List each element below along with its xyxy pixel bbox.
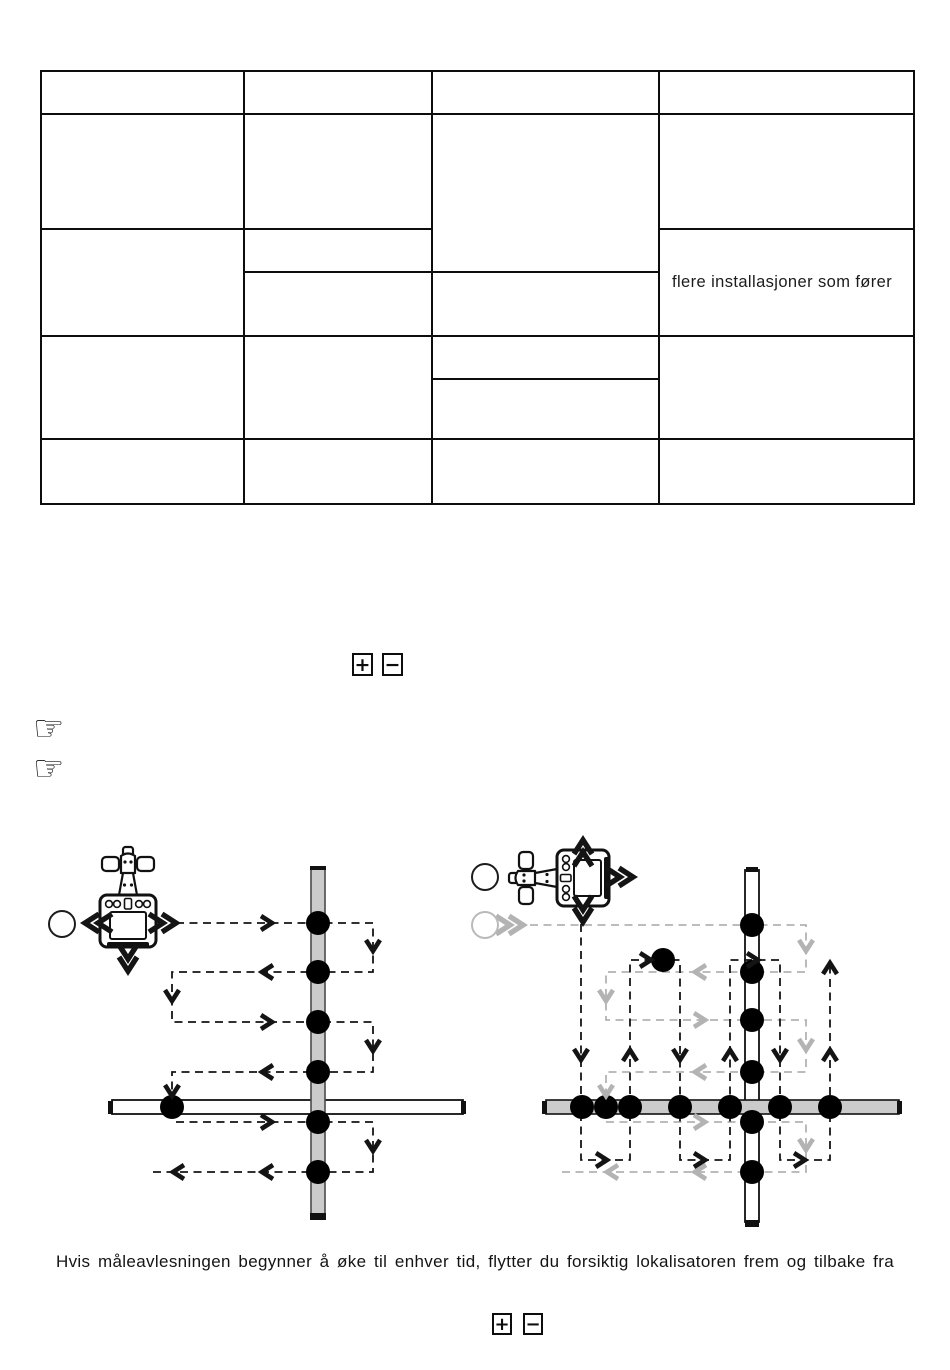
pointing-hand-icon: ☞	[33, 749, 65, 789]
gain-plus-key-icon: +	[492, 1313, 512, 1335]
right-diagram-grid-sweep	[472, 840, 902, 1227]
table-cell-multiple-installations: flere installasjoner som fører	[659, 229, 914, 336]
step-circle-gray	[472, 912, 498, 938]
pointing-hand-icon: ☞	[33, 709, 65, 749]
direction-arrows	[165, 916, 380, 1179]
instruction-sentence: Hvis måleavlesningen begynner å øke til enhver tid, flytter du forsiktig lokalisatoren frem og tilbake fra	[55, 1252, 895, 1271]
gray-locate-markers	[594, 913, 764, 1184]
step-circle	[472, 864, 498, 890]
black-sweep-path	[581, 924, 830, 1160]
left-diagram-parallel-sweep	[49, 847, 466, 1220]
locator-device-top	[509, 850, 610, 906]
gain-minus-key-icon: −	[523, 1313, 543, 1335]
black-locate-markers	[570, 948, 842, 1119]
sweep-path	[150, 923, 373, 1172]
gain-plus-key-icon: +	[352, 653, 373, 676]
step-circle	[49, 911, 75, 937]
gain-minus-key-icon: −	[382, 653, 403, 676]
black-direction-arrows	[574, 953, 837, 1167]
locate-markers	[160, 911, 330, 1184]
